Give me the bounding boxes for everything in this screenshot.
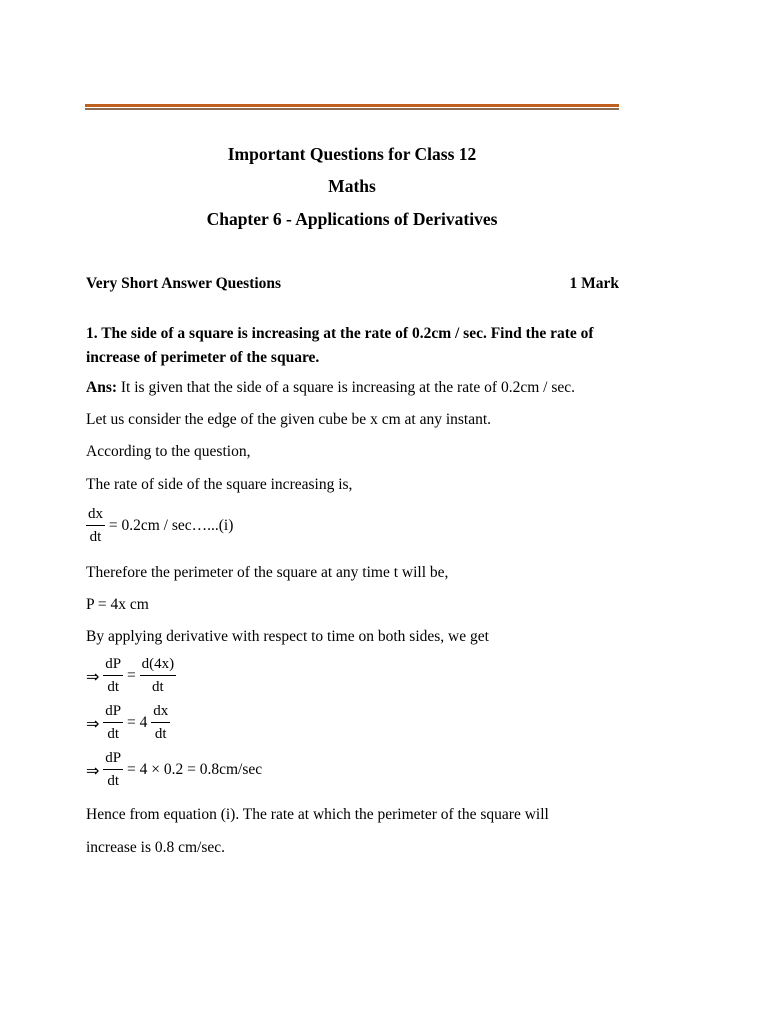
- fraction-dx-dt: [151, 704, 170, 742]
- answer-line-1-rate: 0.2cm / sec: [500, 379, 572, 396]
- doc-subject: Maths: [328, 176, 376, 196]
- fraction-den: dt: [140, 675, 177, 695]
- answer-line-8-value: 0.8 cm/sec: [154, 839, 222, 856]
- fraction-den: dt: [86, 525, 105, 545]
- answer-line-2: [86, 411, 491, 429]
- answer-line-5: [86, 564, 448, 582]
- section-marks: 1 Mark: [569, 275, 619, 292]
- equation-1-rhs: = 0.2cm / sec…...(i): [108, 517, 234, 534]
- fraction-num: dP: [105, 750, 122, 766]
- answer-line-8-end: .: [221, 839, 226, 856]
- fraction-den: dt: [151, 722, 170, 742]
- answer-line-8-a: increase is: [86, 839, 155, 856]
- equation-1: [86, 507, 233, 545]
- answer-line-1-text: It is given that the side of a square is increasing at the rate of: [117, 379, 501, 396]
- answer-label: Ans:: [86, 379, 118, 396]
- question-1: [86, 322, 626, 370]
- answer-line-1-end: .: [571, 379, 575, 396]
- implies-icon: ⇒: [86, 760, 100, 780]
- equation-3: [86, 657, 176, 695]
- fraction-den: dt: [103, 675, 123, 695]
- answer-line-8: [86, 839, 225, 857]
- fraction-num: dx: [88, 506, 103, 522]
- question-text-before: 1. The side of a square is increasing at the rate of: [86, 325, 412, 342]
- question-rate: 0.2cm / sec: [411, 325, 483, 342]
- fraction-num: dP: [105, 703, 122, 719]
- section-label: Very Short Answer Questions: [86, 275, 282, 292]
- answer-line-1: [86, 379, 575, 397]
- answer-line-3: According to the question,: [86, 443, 251, 460]
- answer-line-2-b: at any instant.: [400, 411, 492, 428]
- fraction-den: dt: [103, 769, 123, 789]
- doc-title: Important Questions for Class 12: [227, 144, 477, 164]
- implies-icon: ⇒: [86, 713, 100, 733]
- doc-chapter: Chapter 6 - Applications of Derivatives: [206, 209, 498, 229]
- answer-line-7: Hence from equation (i). The rate at which the perimeter of the square will: [86, 806, 549, 823]
- fraction-den: dt: [103, 722, 123, 742]
- equation-5: [86, 751, 262, 789]
- header-rule-top: [85, 104, 619, 107]
- fraction-num: dx: [153, 703, 169, 719]
- answer-line-2-var: x cm: [370, 411, 401, 428]
- answer-line-4: The rate of side of the square increasing is,: [86, 476, 353, 493]
- fraction-d4x-dt: [140, 657, 177, 695]
- fraction-dp-dt: [103, 657, 123, 695]
- fraction-dp-dt: [103, 704, 123, 742]
- question-text-after: . Find the rate of increase of perimeter of the square.: [86, 325, 594, 366]
- implies-icon: ⇒: [86, 666, 100, 686]
- equals-sign: =: [127, 667, 136, 684]
- fraction-dp-dt: [103, 751, 123, 789]
- header-rule: [85, 104, 619, 110]
- answer-line-5-b: will be,: [398, 564, 449, 581]
- header-rule-bottom: [85, 108, 619, 110]
- answer-line-5-var: t: [393, 564, 399, 581]
- answer-line-5-a: Therefore the perimeter of the square at any time: [86, 564, 394, 581]
- equation-4-mid: = 4: [127, 714, 148, 731]
- fraction-num: dP: [105, 656, 122, 672]
- fraction-dx-dt: [86, 507, 105, 545]
- section-heading: [86, 275, 619, 293]
- answer-line-2-a: Let us consider the edge of the given cube be: [86, 411, 371, 428]
- equation-2: P = 4x cm: [86, 596, 149, 613]
- fraction-num: d(4x): [141, 656, 175, 672]
- answer-line-6: By applying derivative with respect to time on both sides, we get: [86, 628, 489, 645]
- equation-5-rhs: = 4 × 0.2 = 0.8cm/sec: [127, 761, 263, 778]
- equation-4: [86, 704, 170, 742]
